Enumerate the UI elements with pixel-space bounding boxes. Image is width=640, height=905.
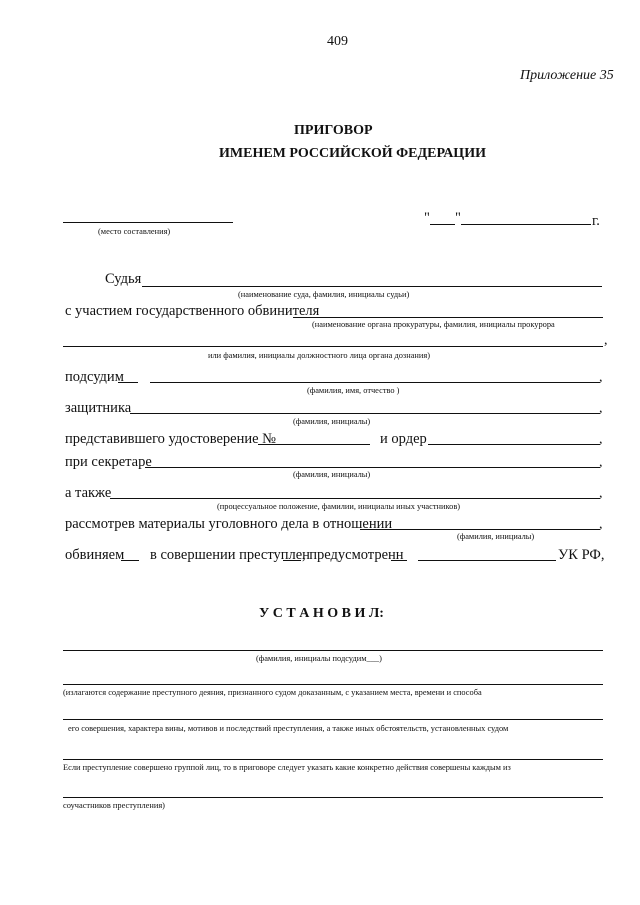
- comma: ,: [599, 517, 603, 532]
- code-label: УК РФ,: [558, 547, 605, 563]
- provided-label: , предусмотренн: [302, 547, 404, 563]
- certificate-label: представившего удостоверение №: [65, 431, 276, 447]
- established-caption-2: (излагаются содержание преступного деяния, признанного судом доказанным, с указанием места, времени и способа: [63, 688, 482, 697]
- established-line-1[interactable]: [63, 650, 603, 651]
- place-caption: (место составления): [98, 227, 171, 236]
- place-line[interactable]: [63, 222, 233, 223]
- prosecutor-caption-1: (наименование органа прокуратуры, фамилия, инициалы прокурора: [312, 320, 555, 329]
- established-caption-5: соучастников преступления): [63, 801, 165, 810]
- date-quote-close: ": [455, 210, 461, 226]
- defender-label: защитника: [65, 400, 132, 416]
- established-line-5[interactable]: [63, 797, 603, 798]
- certificate-number-line[interactable]: [258, 444, 370, 445]
- document-subtitle: ИМЕНЕМ РОССИЙСКОЙ ФЕДЕРАЦИИ: [219, 146, 486, 161]
- case-line[interactable]: [360, 529, 600, 530]
- also-label: а также: [65, 485, 112, 501]
- established-heading: У С Т А Н О В И Л:: [259, 606, 384, 621]
- provided-ending-line[interactable]: [391, 560, 407, 561]
- document-title: ПРИГОВОР: [294, 123, 373, 138]
- also-caption: (процессуальное положение, фамилии, инициалы иных участников): [217, 502, 461, 511]
- warrant-label: и ордер: [380, 431, 427, 447]
- crime-ending-line[interactable]: [283, 560, 301, 561]
- defender-caption: (фамилия, инициалы): [293, 417, 371, 426]
- comma: ,: [599, 370, 603, 385]
- date-day-line[interactable]: [430, 224, 455, 225]
- judge-label: Судья: [105, 271, 142, 287]
- judge-line[interactable]: [142, 286, 602, 287]
- appendix-label: Приложение 35: [520, 68, 614, 83]
- article-line[interactable]: [418, 560, 556, 561]
- also-line[interactable]: [110, 498, 600, 499]
- comma: ,: [604, 333, 608, 348]
- established-caption-3: его совершения, характера вины, мотивов и последствий преступления, а также иных обстоятельств, установленных судом: [68, 724, 509, 733]
- comma: ,: [599, 455, 603, 470]
- established-line-2[interactable]: [63, 684, 603, 685]
- established-caption-4: Если преступление совершено группой лиц, то в приговоре следует указать какие конкретно действия совершены каждым из: [63, 763, 511, 772]
- accused-ending-line[interactable]: [121, 560, 139, 561]
- case-caption: (фамилия, инициалы): [457, 532, 535, 541]
- prosecutor-line-2[interactable]: [63, 346, 603, 347]
- secretary-label: при секретаре: [65, 454, 152, 470]
- established-line-4[interactable]: [63, 759, 603, 760]
- judge-caption: (наименование суда, фамилия, инициалы судьи): [238, 290, 410, 299]
- secretary-caption: (фамилия, инициалы): [293, 470, 371, 479]
- comma: ,: [599, 432, 603, 447]
- prosecutor-label: с участием государственного обвинителя: [65, 303, 320, 319]
- warrant-line[interactable]: [428, 444, 600, 445]
- defendant-line[interactable]: [150, 382, 600, 383]
- secretary-line[interactable]: [145, 467, 600, 468]
- crime-label: в совершении преступлен: [150, 547, 310, 563]
- comma: ,: [599, 401, 603, 416]
- page-number: 409: [327, 34, 348, 49]
- defendant-label: подсудим: [65, 369, 124, 385]
- date-month-line[interactable]: [461, 224, 591, 225]
- defendant-caption: (фамилия, имя, отчество ): [307, 386, 400, 395]
- case-label: рассмотрев материалы уголовного дела в отношении: [65, 516, 393, 532]
- established-caption-1: (фамилия, инициалы подсудим___): [256, 654, 382, 663]
- prosecutor-caption-2: или фамилия, инициалы должностного лица органа дознания): [208, 351, 431, 360]
- defender-line[interactable]: [130, 413, 600, 414]
- defendant-ending-line[interactable]: [118, 382, 138, 383]
- date-quote-open: ": [424, 210, 430, 226]
- accused-label: обвиняем: [65, 547, 125, 563]
- year-suffix: г.: [592, 213, 600, 229]
- comma: ,: [599, 486, 603, 501]
- established-line-3[interactable]: [63, 719, 603, 720]
- prosecutor-line[interactable]: [293, 317, 603, 318]
